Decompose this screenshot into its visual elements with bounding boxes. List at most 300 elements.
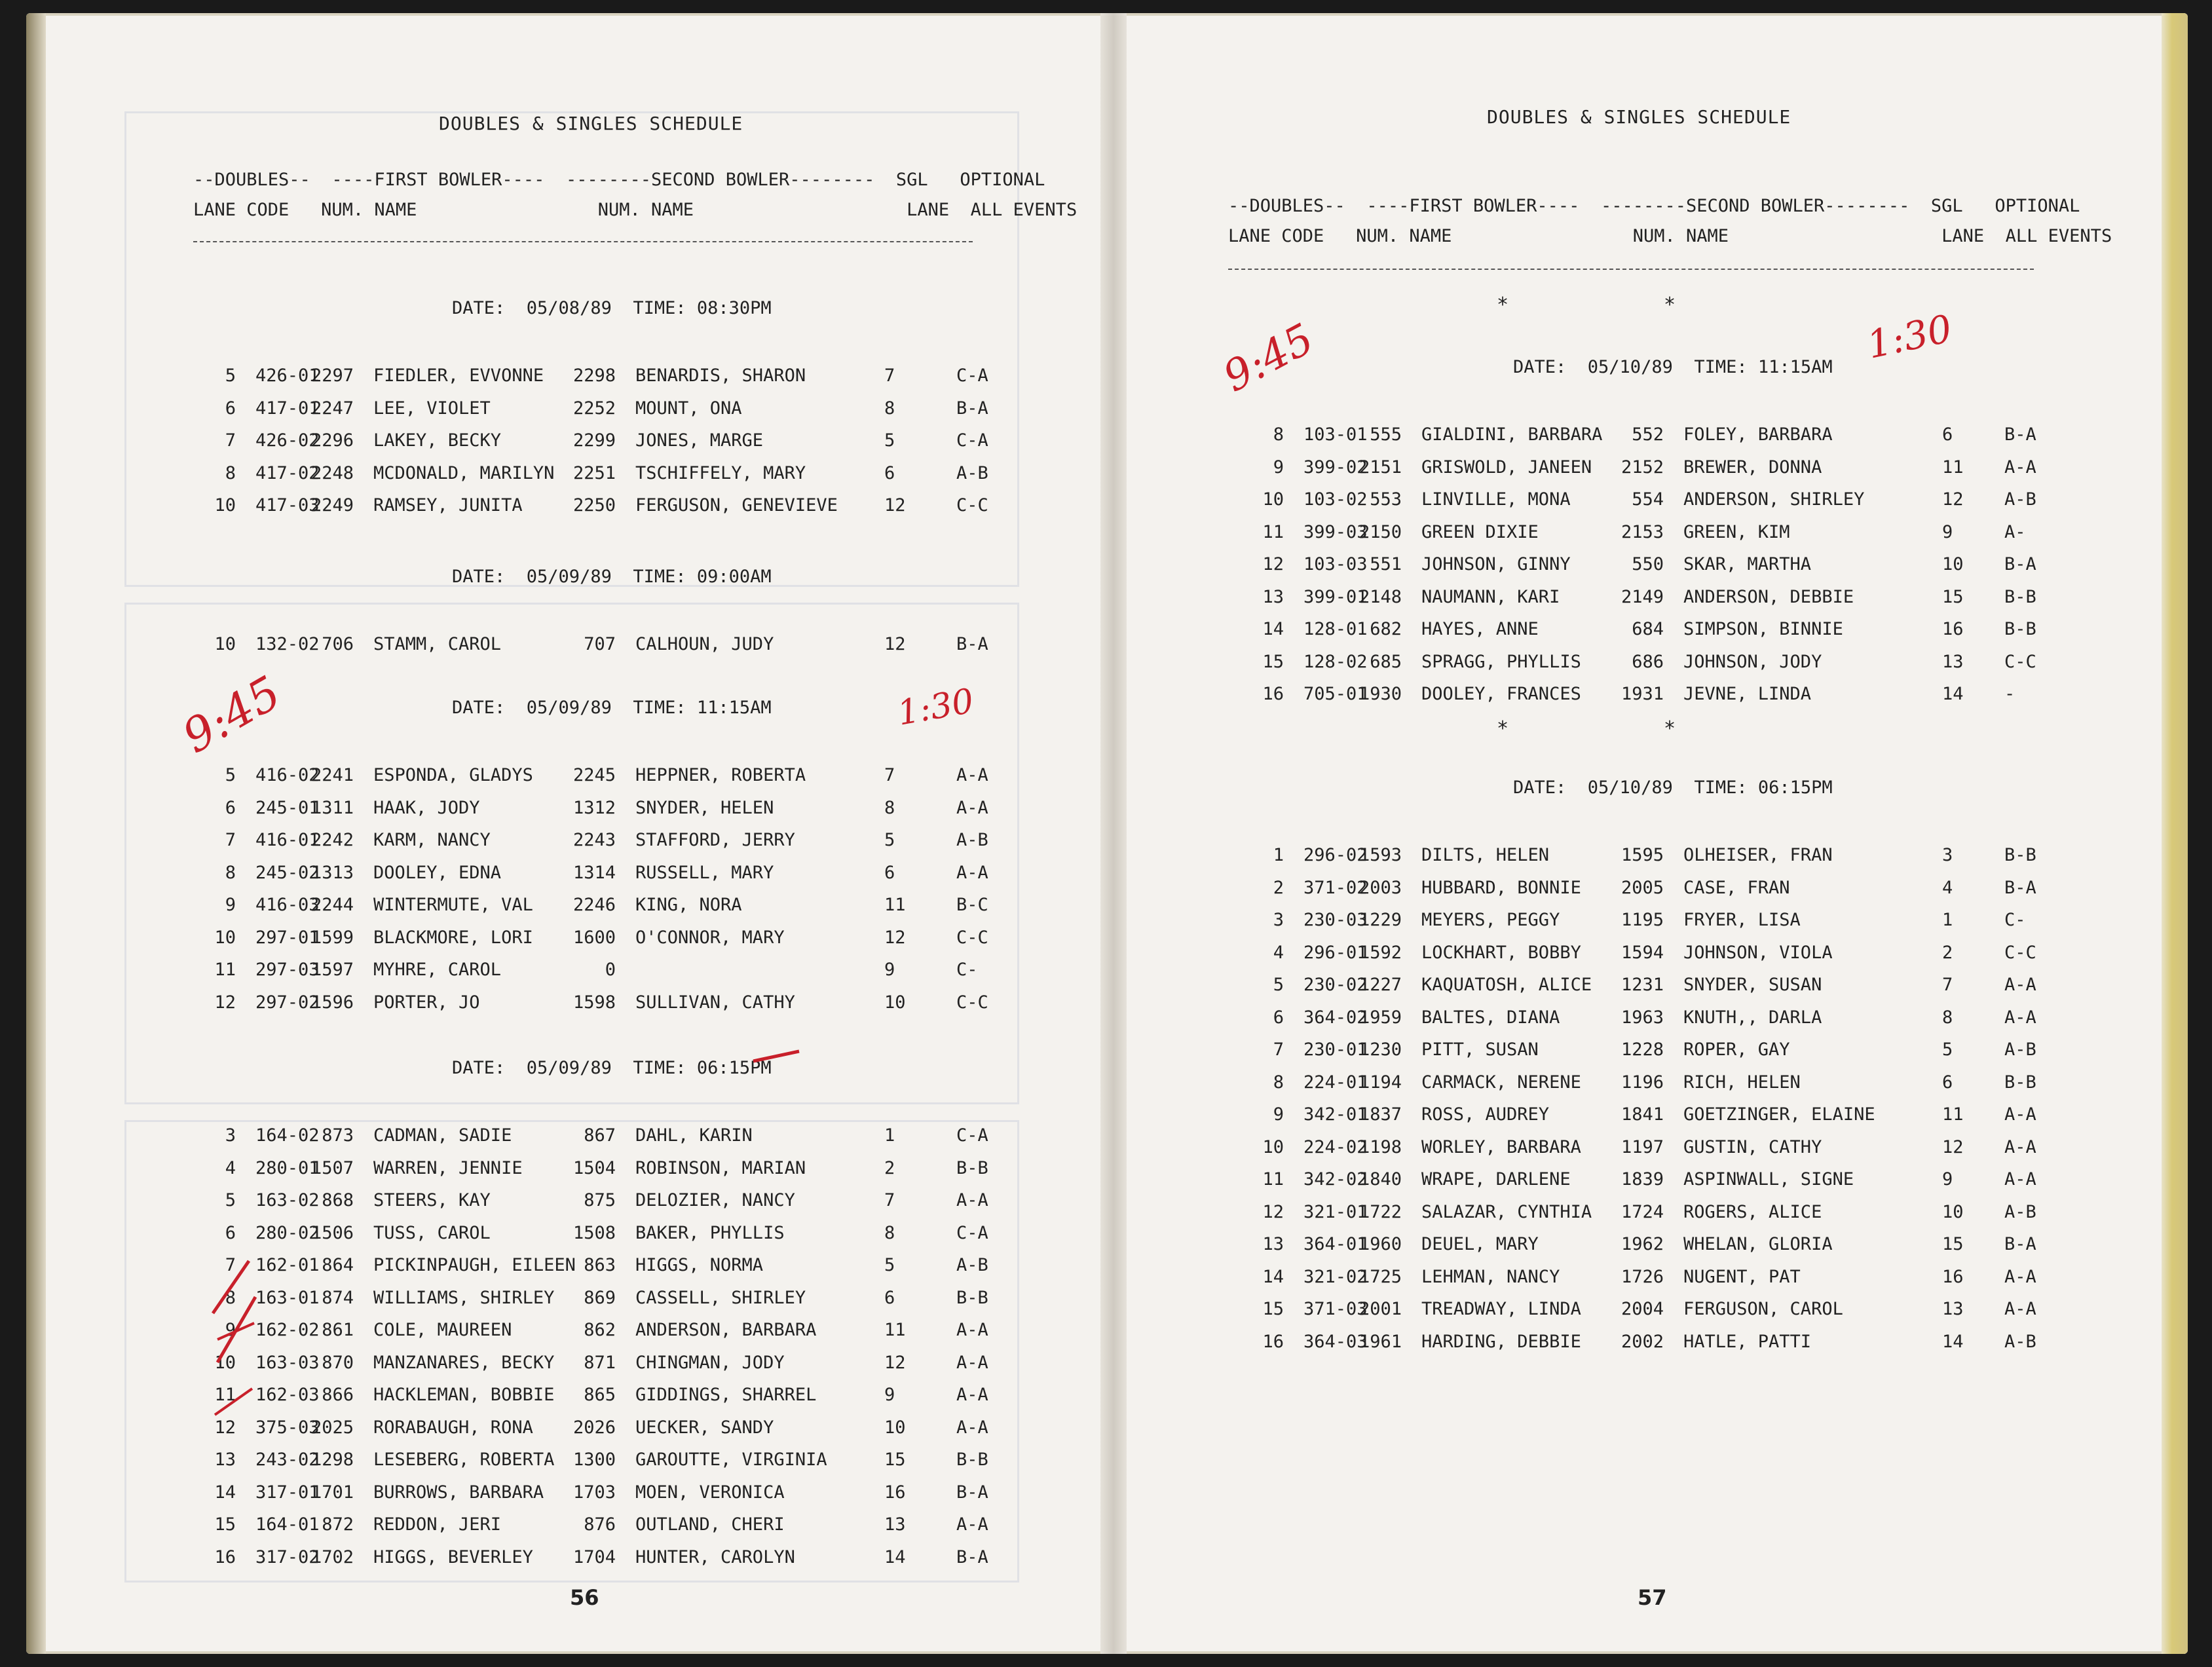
cell-num1: 1960 bbox=[1359, 1234, 1402, 1254]
schedule-row bbox=[46, 922, 1100, 954]
cell-sgl-lane: 16 bbox=[884, 1482, 906, 1503]
cell-code: 321-01 bbox=[1303, 1201, 1368, 1222]
cell-name2: KNUTH,, DARLA bbox=[1683, 1007, 1822, 1028]
cell-code: 364-02 bbox=[1303, 1007, 1368, 1028]
cell-name1: HACKLEMAN, BOBBIE bbox=[373, 1385, 555, 1405]
cell-name1: LINVILLE, MONA bbox=[1421, 489, 1571, 510]
cell-lane: 10 bbox=[214, 634, 236, 654]
cell-num2: 863 bbox=[584, 1255, 616, 1275]
cell-sgl-lane: 4 bbox=[1942, 877, 1953, 898]
cell-sgl-lane: 8 bbox=[884, 398, 895, 419]
cell-num1: 682 bbox=[1370, 619, 1402, 639]
cell-num2: 554 bbox=[1632, 489, 1664, 510]
cell-name1: WRAPE, DARLENE bbox=[1421, 1169, 1571, 1189]
cell-sgl-lane: 12 bbox=[884, 634, 906, 654]
cell-num2: 2298 bbox=[572, 365, 616, 386]
cell-name1: PORTER, JO bbox=[373, 992, 480, 1013]
column-header-line-1: --DOUBLES-- ----FIRST BOWLER---- --------SECOND BOWLER-------- SGL OPTIONAL bbox=[1228, 196, 2080, 216]
cell-lane: 6 bbox=[1273, 1007, 1284, 1028]
cell-sgl-lane: 11 bbox=[884, 1320, 906, 1340]
cell-name2: DAHL, KARIN bbox=[635, 1125, 753, 1146]
schedule-row bbox=[46, 1412, 1100, 1444]
cell-optional: C-A bbox=[956, 365, 988, 386]
cell-code: 416-03 bbox=[255, 895, 320, 915]
cell-name2: HEPPNER, ROBERTA bbox=[635, 765, 806, 785]
page-57 bbox=[1127, 13, 2162, 1654]
cell-num1: 1507 bbox=[310, 1157, 354, 1178]
cell-name1: BLACKMORE, LORI bbox=[373, 927, 533, 948]
cell-optional: B-A bbox=[2004, 554, 2036, 574]
cell-code: 317-01 bbox=[255, 1482, 320, 1503]
cell-num1: 2249 bbox=[310, 495, 354, 515]
cell-num2: 2250 bbox=[572, 495, 616, 515]
cell-lane: 6 bbox=[225, 398, 236, 419]
cell-num2: 869 bbox=[584, 1287, 616, 1308]
cell-num2: 1231 bbox=[1621, 975, 1664, 995]
cell-lane: 15 bbox=[214, 1514, 236, 1535]
cell-name1: RAMSEY, JUNITA bbox=[373, 495, 523, 515]
cell-code: 103-02 bbox=[1303, 489, 1368, 510]
cell-num2: 1931 bbox=[1621, 684, 1664, 704]
cell-name1: GRISWOLD, JANEEN bbox=[1421, 457, 1592, 478]
schedule-row bbox=[1127, 905, 2162, 936]
cell-code: 417-02 bbox=[255, 462, 320, 483]
cell-name1: DOOLEY, FRANCES bbox=[1421, 684, 1581, 704]
cell-code: 162-01 bbox=[255, 1255, 320, 1275]
cell-num1: 1840 bbox=[1359, 1169, 1402, 1189]
cell-optional: C-C bbox=[956, 495, 988, 515]
cell-sgl-lane: 14 bbox=[884, 1546, 906, 1567]
cell-sgl-lane: 6 bbox=[884, 462, 895, 483]
section-date-time: DATE: 05/09/89 TIME: 09:00AM bbox=[452, 567, 772, 587]
cell-name1: CADMAN, SADIE bbox=[373, 1125, 512, 1146]
cell-num1: 873 bbox=[322, 1125, 354, 1146]
cell-lane: 10 bbox=[214, 1352, 236, 1373]
cell-name1: LEHMAN, NANCY bbox=[1421, 1266, 1560, 1287]
cell-num1: 2297 bbox=[310, 365, 354, 386]
cell-code: 280-01 bbox=[255, 1157, 320, 1178]
cell-name1: WORLEY, BARBARA bbox=[1421, 1136, 1581, 1157]
cell-code: 705-01 bbox=[1303, 684, 1368, 704]
cell-num2: 2252 bbox=[572, 398, 616, 419]
cell-optional: A-A bbox=[956, 862, 988, 883]
cell-lane: 10 bbox=[1262, 1136, 1284, 1157]
schedule-row bbox=[46, 1218, 1100, 1249]
page-title: DOUBLES & SINGLES SCHEDULE bbox=[439, 113, 743, 134]
cell-num2: 2299 bbox=[572, 430, 616, 451]
cell-name2: CALHOUN, JUDY bbox=[635, 634, 774, 654]
cell-code: 230-02 bbox=[1303, 975, 1368, 995]
star-marker: * bbox=[1497, 293, 1509, 316]
cell-name1: WARREN, JENNIE bbox=[373, 1157, 523, 1178]
cell-optional: A-A bbox=[2004, 1136, 2036, 1157]
cell-num1: 1701 bbox=[310, 1482, 354, 1503]
cell-num2: 1504 bbox=[572, 1157, 616, 1178]
cell-optional: B-C bbox=[956, 895, 988, 915]
cell-name2: KING, NORA bbox=[635, 895, 742, 915]
cell-num1: 1593 bbox=[1359, 845, 1402, 865]
schedule-row bbox=[46, 987, 1100, 1019]
cell-name2: ANDERSON, BARBARA bbox=[635, 1320, 817, 1340]
cell-name2: ROPER, GAY bbox=[1683, 1040, 1790, 1060]
cell-num1: 1961 bbox=[1359, 1331, 1402, 1352]
cell-num1: 1592 bbox=[1359, 942, 1402, 963]
cell-num1: 553 bbox=[1370, 489, 1402, 510]
cell-name2: OLHEISER, FRAN bbox=[1683, 845, 1833, 865]
cell-sgl-lane: 12 bbox=[1942, 1136, 1964, 1157]
cell-optional: A-A bbox=[2004, 1104, 2036, 1125]
cell-name2: SNYDER, SUSAN bbox=[1683, 975, 1822, 995]
cell-lane: 15 bbox=[1262, 1299, 1284, 1319]
cell-sgl-lane: 12 bbox=[1942, 489, 1964, 510]
schedule-row bbox=[46, 1185, 1100, 1216]
cell-sgl-lane: 8 bbox=[884, 797, 895, 818]
cell-name2: SKAR, MARTHA bbox=[1683, 554, 1812, 574]
schedule-row bbox=[1127, 679, 2162, 710]
cell-optional: B-A bbox=[2004, 1234, 2036, 1254]
cell-optional: A-B bbox=[2004, 1201, 2036, 1222]
schedule-row bbox=[1127, 1197, 2162, 1228]
cell-name2: BREWER, DONNA bbox=[1683, 457, 1822, 478]
cell-num2: 1508 bbox=[572, 1222, 616, 1243]
cell-sgl-lane: 15 bbox=[884, 1450, 906, 1470]
cell-lane: 16 bbox=[1262, 1331, 1284, 1352]
schedule-row bbox=[1127, 872, 2162, 904]
cell-num2: 1312 bbox=[572, 797, 616, 818]
cell-sgl-lane: 11 bbox=[1942, 1104, 1964, 1125]
cell-code: 426-02 bbox=[255, 430, 320, 451]
cell-name2: FERGUSON, CAROL bbox=[1683, 1299, 1843, 1319]
cell-name1: DOOLEY, EDNA bbox=[373, 862, 502, 883]
schedule-row bbox=[1127, 419, 2162, 451]
cell-lane: 12 bbox=[1262, 1201, 1284, 1222]
cell-sgl-lane: 7 bbox=[884, 365, 895, 386]
cell-num1: 874 bbox=[322, 1287, 354, 1308]
cell-optional: B-A bbox=[956, 1546, 988, 1567]
cell-name1: GREEN DIXIE bbox=[1421, 521, 1539, 542]
schedule-row bbox=[1127, 1099, 2162, 1131]
cell-name1: LEE, VIOLET bbox=[373, 398, 491, 419]
cell-name2: RICH, HELEN bbox=[1683, 1072, 1801, 1093]
cell-sgl-lane: 5 bbox=[1942, 1040, 1953, 1060]
cell-optional: B-B bbox=[2004, 619, 2036, 639]
cell-name2: WHELAN, GLORIA bbox=[1683, 1234, 1833, 1254]
cell-name2: CASE, FRAN bbox=[1683, 877, 1790, 898]
cell-lane: 11 bbox=[214, 960, 236, 980]
cell-optional: B-A bbox=[956, 398, 988, 419]
cell-num2: 862 bbox=[584, 1320, 616, 1340]
section-date-time: DATE: 05/10/89 TIME: 11:15AM bbox=[1513, 357, 1833, 377]
cell-lane: 7 bbox=[1273, 1040, 1284, 1060]
schedule-row bbox=[46, 760, 1100, 791]
cell-num1: 1506 bbox=[310, 1222, 354, 1243]
cell-num2: 552 bbox=[1632, 424, 1664, 445]
cell-optional: C-A bbox=[956, 1125, 988, 1146]
cell-optional: A-A bbox=[2004, 1266, 2036, 1287]
cell-sgl-lane: 16 bbox=[1942, 1266, 1964, 1287]
cell-optional: A-A bbox=[2004, 1299, 2036, 1319]
cell-name2: GOETZINGER, ELAINE bbox=[1683, 1104, 1875, 1125]
schedule-row bbox=[46, 857, 1100, 889]
cell-name2: OUTLAND, CHERI bbox=[635, 1514, 785, 1535]
cell-code: 128-02 bbox=[1303, 651, 1368, 672]
book-spine bbox=[1100, 13, 1127, 1654]
cell-sgl-lane: 15 bbox=[1942, 586, 1964, 607]
cell-sgl-lane: 9 bbox=[884, 1385, 895, 1405]
cell-num1: 2001 bbox=[1359, 1299, 1402, 1319]
cell-name2: RUSSELL, MARY bbox=[635, 862, 774, 883]
schedule-row bbox=[1127, 1034, 2162, 1066]
cell-name1: LESEBERG, ROBERTA bbox=[373, 1450, 555, 1470]
cell-num2: 865 bbox=[584, 1385, 616, 1405]
cell-name2: UECKER, SANDY bbox=[635, 1417, 774, 1438]
handwritten-time-note: 9:45 bbox=[174, 665, 290, 764]
cell-sgl-lane: 12 bbox=[884, 495, 906, 515]
cell-num1: 706 bbox=[322, 634, 354, 654]
cell-name2: STAFFORD, JERRY bbox=[635, 830, 795, 850]
cell-lane: 12 bbox=[214, 1417, 236, 1438]
handwritten-time-note: 9:45 bbox=[1216, 314, 1322, 402]
cell-name2: SNYDER, HELEN bbox=[635, 797, 774, 818]
cell-optional: C-C bbox=[956, 992, 988, 1013]
cell-optional: A-A bbox=[956, 1514, 988, 1535]
cell-num1: 1227 bbox=[1359, 975, 1402, 995]
page-number: 56 bbox=[570, 1585, 599, 1610]
schedule-row bbox=[46, 393, 1100, 424]
cell-lane: 4 bbox=[1273, 942, 1284, 963]
cell-lane: 12 bbox=[1262, 554, 1284, 574]
cell-num2: 1703 bbox=[572, 1482, 616, 1503]
cell-code: 297-01 bbox=[255, 927, 320, 948]
cell-lane: 14 bbox=[1262, 619, 1284, 639]
cell-code: 371-02 bbox=[1303, 877, 1368, 898]
cell-num2: 2002 bbox=[1621, 1331, 1664, 1352]
cell-num1: 872 bbox=[322, 1514, 354, 1535]
cell-optional: A-A bbox=[956, 1385, 988, 1405]
cell-num2: 2004 bbox=[1621, 1299, 1664, 1319]
cell-code: 230-03 bbox=[1303, 910, 1368, 930]
header-rule bbox=[1228, 269, 2034, 270]
cell-num1: 555 bbox=[1370, 424, 1402, 445]
cell-optional: B-A bbox=[956, 1482, 988, 1503]
cell-lane: 8 bbox=[225, 462, 236, 483]
column-header-line-2: LANE CODE NUM. NAME NUM. NAME LANE ALL EVENTS bbox=[193, 200, 1078, 220]
cell-name1: MCDONALD, MARILYN bbox=[373, 462, 555, 483]
cell-num1: 1198 bbox=[1359, 1136, 1402, 1157]
cell-sgl-lane: 14 bbox=[1942, 1331, 1964, 1352]
schedule-row bbox=[46, 490, 1100, 521]
cell-lane: 8 bbox=[1273, 1072, 1284, 1093]
cell-num2: 1595 bbox=[1621, 845, 1664, 865]
cell-code: 162-03 bbox=[255, 1385, 320, 1405]
schedule-row bbox=[46, 1120, 1100, 1152]
cell-optional: A-A bbox=[2004, 1169, 2036, 1189]
cell-sgl-lane: 3 bbox=[1942, 845, 1953, 865]
schedule-row bbox=[46, 1250, 1100, 1281]
cell-num2: 1300 bbox=[572, 1450, 616, 1470]
schedule-row bbox=[46, 1444, 1100, 1476]
cell-name2: GIDDINGS, SHARREL bbox=[635, 1385, 817, 1405]
cell-num1: 2296 bbox=[310, 430, 354, 451]
cell-optional: C-C bbox=[2004, 942, 2036, 963]
cell-optional: A-A bbox=[956, 1352, 988, 1373]
cell-lane: 5 bbox=[1273, 975, 1284, 995]
cell-sgl-lane: 10 bbox=[1942, 554, 1964, 574]
cell-name1: GIALDINI, BARBARA bbox=[1421, 424, 1603, 445]
cell-code: 280-02 bbox=[255, 1222, 320, 1243]
cell-code: 230-01 bbox=[1303, 1040, 1368, 1060]
cell-name2: O'CONNOR, MARY bbox=[635, 927, 785, 948]
schedule-row bbox=[1127, 452, 2162, 483]
cell-name1: FIEDLER, EVVONNE bbox=[373, 365, 544, 386]
cell-code: 245-01 bbox=[255, 797, 320, 818]
cell-num2: 871 bbox=[584, 1352, 616, 1373]
cell-lane: 15 bbox=[1262, 651, 1284, 672]
cell-lane: 12 bbox=[214, 992, 236, 1013]
cell-sgl-lane: 2 bbox=[884, 1157, 895, 1178]
cell-lane: 9 bbox=[1273, 457, 1284, 478]
cell-num1: 864 bbox=[322, 1255, 354, 1275]
cell-name1: JOHNSON, GINNY bbox=[1421, 554, 1571, 574]
cell-name1: MANZANARES, BECKY bbox=[373, 1352, 555, 1373]
cell-lane: 4 bbox=[225, 1157, 236, 1178]
schedule-row bbox=[1127, 582, 2162, 613]
cell-sgl-lane: 1 bbox=[1942, 910, 1953, 930]
schedule-row bbox=[46, 793, 1100, 824]
cell-code: 132-02 bbox=[255, 634, 320, 654]
cell-num2: 2245 bbox=[572, 765, 616, 785]
cell-code: 296-01 bbox=[1303, 942, 1368, 963]
cell-num2: 1704 bbox=[572, 1546, 616, 1567]
cell-num2: 1314 bbox=[572, 862, 616, 883]
cell-lane: 6 bbox=[225, 797, 236, 818]
cell-name2: FERGUSON, GENEVIEVE bbox=[635, 495, 838, 515]
cell-num1: 1596 bbox=[310, 992, 354, 1013]
cell-code: 296-02 bbox=[1303, 845, 1368, 865]
cell-name1: HUBBARD, BONNIE bbox=[1421, 877, 1581, 898]
cell-optional: A-A bbox=[956, 1417, 988, 1438]
cell-sgl-lane: 8 bbox=[1942, 1007, 1953, 1028]
cell-name1: NAUMANN, KARI bbox=[1421, 586, 1560, 607]
cell-num1: 2003 bbox=[1359, 877, 1402, 898]
cell-optional: A-A bbox=[2004, 1007, 2036, 1028]
cell-name1: HAYES, ANNE bbox=[1421, 619, 1539, 639]
cell-num2: 2251 bbox=[572, 462, 616, 483]
cell-num2: 867 bbox=[584, 1125, 616, 1146]
column-header-line-1: --DOUBLES-- ----FIRST BOWLER---- --------SECOND BOWLER-------- SGL OPTIONAL bbox=[193, 170, 1045, 190]
cell-name1: KARM, NANCY bbox=[373, 830, 491, 850]
schedule-row bbox=[46, 825, 1100, 856]
cell-name1: COLE, MAUREEN bbox=[373, 1320, 512, 1340]
cell-code: 164-02 bbox=[255, 1125, 320, 1146]
cell-name1: RORABAUGH, RONA bbox=[373, 1417, 533, 1438]
cell-sgl-lane: 13 bbox=[884, 1514, 906, 1535]
cell-sgl-lane: 6 bbox=[1942, 424, 1953, 445]
cell-optional: B-A bbox=[2004, 424, 2036, 445]
cell-optional: A-A bbox=[956, 1320, 988, 1340]
open-book bbox=[26, 13, 2188, 1654]
page-number: 57 bbox=[1638, 1585, 1667, 1610]
cell-optional: A- bbox=[2004, 521, 2026, 542]
cell-num2: 684 bbox=[1632, 619, 1664, 639]
cell-name2: ASPINWALL, SIGNE bbox=[1683, 1169, 1854, 1189]
cell-sgl-lane: 5 bbox=[884, 1255, 895, 1275]
cell-name2: DELOZIER, NANCY bbox=[635, 1190, 795, 1210]
cell-optional: A-A bbox=[956, 797, 988, 818]
cell-optional: A-A bbox=[956, 1190, 988, 1210]
cell-lane: 5 bbox=[225, 365, 236, 386]
cell-code: 297-03 bbox=[255, 960, 320, 980]
cell-optional: B-B bbox=[2004, 845, 2036, 865]
cell-num2: 2243 bbox=[572, 830, 616, 850]
cell-lane: 10 bbox=[214, 495, 236, 515]
cell-optional: A-B bbox=[2004, 1331, 2036, 1352]
cell-num2: 1726 bbox=[1621, 1266, 1664, 1287]
cell-lane: 14 bbox=[214, 1482, 236, 1503]
cell-name1: HARDING, DEBBIE bbox=[1421, 1331, 1581, 1352]
cell-code: 103-01 bbox=[1303, 424, 1368, 445]
star-marker: * bbox=[1664, 717, 1676, 740]
section-date-time: DATE: 05/09/89 TIME: 06:15PM bbox=[452, 1058, 772, 1078]
schedule-row bbox=[46, 425, 1100, 457]
cell-name2: HUNTER, CAROLYN bbox=[635, 1546, 795, 1567]
column-header-line-2: LANE CODE NUM. NAME NUM. NAME LANE ALL EVENTS bbox=[1228, 226, 2112, 246]
cell-name2: ANDERSON, SHIRLEY bbox=[1683, 489, 1865, 510]
cell-name2: BENARDIS, SHARON bbox=[635, 365, 806, 386]
cell-name2: JEVNE, LINDA bbox=[1683, 684, 1812, 704]
schedule-row bbox=[1127, 969, 2162, 1001]
schedule-row bbox=[46, 1509, 1100, 1541]
cell-num1: 551 bbox=[1370, 554, 1402, 574]
schedule-row bbox=[46, 1379, 1100, 1411]
cell-name2: SULLIVAN, CATHY bbox=[635, 992, 795, 1013]
cell-name1: LOCKHART, BOBBY bbox=[1421, 942, 1581, 963]
cell-sgl-lane: 16 bbox=[1942, 619, 1964, 639]
schedule-row bbox=[1127, 1294, 2162, 1325]
cell-num2: 876 bbox=[584, 1514, 616, 1535]
cell-num2: 1841 bbox=[1621, 1104, 1664, 1125]
cell-sgl-lane: 10 bbox=[884, 992, 906, 1013]
cell-num1: 2248 bbox=[310, 462, 354, 483]
cell-sgl-lane: 12 bbox=[884, 1352, 906, 1373]
cell-num2: 1963 bbox=[1621, 1007, 1664, 1028]
cell-name1: MEYERS, PEGGY bbox=[1421, 910, 1560, 930]
schedule-row bbox=[1127, 646, 2162, 678]
cell-num2: 2152 bbox=[1621, 457, 1664, 478]
cell-lane: 8 bbox=[225, 862, 236, 883]
cell-name2: HIGGS, NORMA bbox=[635, 1255, 764, 1275]
cell-name2: JOHNSON, JODY bbox=[1683, 651, 1822, 672]
cell-lane: 8 bbox=[1273, 424, 1284, 445]
cell-lane: 3 bbox=[225, 1125, 236, 1146]
cell-lane: 6 bbox=[225, 1222, 236, 1243]
schedule-row bbox=[1127, 937, 2162, 969]
page-title: DOUBLES & SINGLES SCHEDULE bbox=[1487, 106, 1791, 128]
cell-name2: HATLE, PATTI bbox=[1683, 1331, 1812, 1352]
cell-sgl-lane: 9 bbox=[1942, 521, 1953, 542]
cell-code: 224-02 bbox=[1303, 1136, 1368, 1157]
cell-optional: A-A bbox=[2004, 975, 2036, 995]
cell-optional: A-B bbox=[956, 462, 988, 483]
cell-num1: 2244 bbox=[310, 895, 354, 915]
cell-num2: 2026 bbox=[572, 1417, 616, 1438]
schedule-row bbox=[46, 890, 1100, 921]
cell-optional: C-A bbox=[956, 430, 988, 451]
cell-num1: 1311 bbox=[310, 797, 354, 818]
schedule-row bbox=[46, 360, 1100, 392]
cell-name1: SPRAGG, PHYLLIS bbox=[1421, 651, 1581, 672]
cell-num1: 1930 bbox=[1359, 684, 1402, 704]
